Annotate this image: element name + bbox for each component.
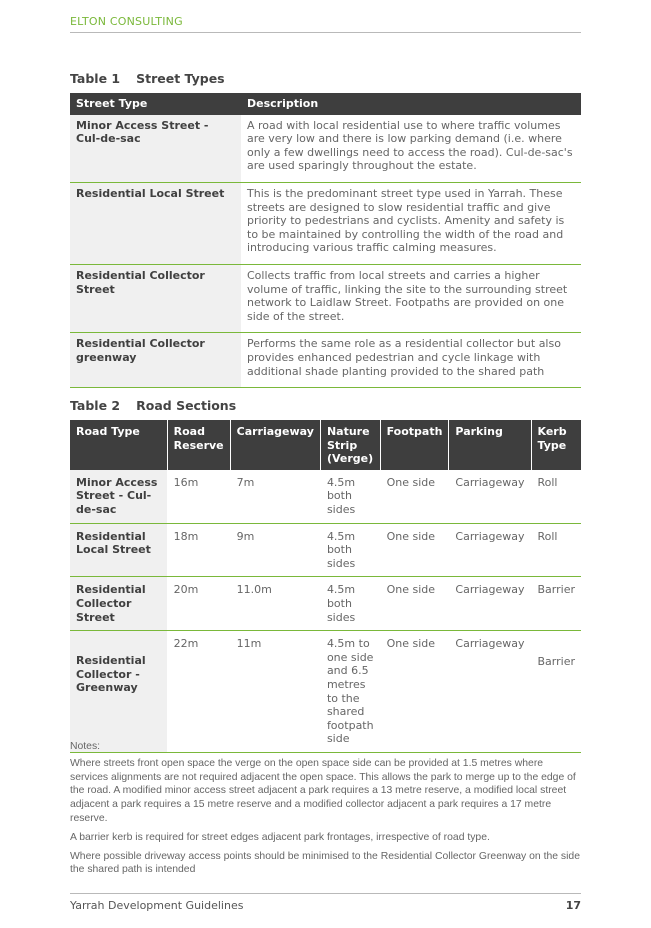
kerb-type-cell: Barrier [531, 631, 581, 753]
kerb-type-cell: Roll [531, 523, 581, 577]
column-header: Kerb Type [531, 420, 581, 470]
note-paragraph: Where possible driveway access points should be minimised to the Residential Collector Greenway on the side the shared path is intended [70, 850, 580, 876]
header-brand: ELTON CONSULTING [70, 15, 183, 28]
kerb-type-cell: Roll [531, 470, 581, 523]
table2-number: Table 2 [70, 398, 121, 413]
footer-document-title: Yarrah Development Guidelines [70, 899, 244, 912]
carriageway-cell: 9m [230, 523, 320, 577]
road-sections-table [70, 420, 581, 753]
verge-cell: 4.5m both sides [320, 577, 380, 631]
table-row [70, 470, 581, 523]
notes-section [70, 740, 581, 882]
footer-divider [70, 893, 581, 894]
carriageway-cell: 7m [230, 470, 320, 523]
street-type-cell: Residential Collector greenway [70, 333, 241, 388]
table1-caption [70, 71, 241, 86]
table-row [70, 577, 581, 631]
table-header-row [70, 420, 581, 470]
road-type-cell: Residential Local Street [70, 523, 167, 577]
notes-title: Notes: [70, 741, 101, 752]
column-header: Description [241, 93, 581, 115]
road-reserve-cell: 16m [167, 470, 230, 523]
description-cell: Performs the same role as a residential collector but also provides enhanced pedestrian and cycle linkage with additional shade planting provided to the shared path [241, 333, 581, 388]
column-header: Road Type [70, 420, 167, 470]
verge-cell: 4.5m both sides [320, 470, 380, 523]
road-reserve-cell: 20m [167, 577, 230, 631]
description-cell: A road with local residential use to where traffic volumes are very low and there is low parking demand (i.e. where only a few dwellings need to access the road). Cul-de-sac's are used sparingly throughout the estate. [241, 115, 581, 183]
road-reserve-cell: 18m [167, 523, 230, 577]
table-row [70, 115, 581, 183]
road-type-cell: Residential Collector Street [70, 577, 167, 631]
footpath-cell: One side [380, 631, 449, 753]
road-type-cell: Residential Collector - Greenway [70, 631, 167, 753]
street-types-table [70, 93, 581, 388]
street-type-cell: Residential Collector Street [70, 264, 241, 332]
carriageway-cell: 11m [230, 631, 320, 753]
table1-number: Table 1 [70, 71, 121, 86]
verge-cell: 4.5m both sides [320, 523, 380, 577]
kerb-type-cell: Barrier [531, 577, 581, 631]
table-row [70, 523, 581, 577]
table-header-row [70, 93, 581, 115]
header-divider [70, 32, 581, 33]
column-header: Carriageway [230, 420, 320, 470]
carriageway-cell: 11.0m [230, 577, 320, 631]
table1-title: Street Types [136, 71, 225, 86]
column-header: Nature Strip (Verge) [320, 420, 380, 470]
page-number: 17 [565, 899, 581, 912]
road-type-cell: Minor Access Street - Cul-de-sac [70, 470, 167, 523]
parking-cell: Carriageway [449, 631, 531, 753]
table-row [70, 182, 581, 264]
verge-cell: 4.5m to one side and 6.5 metres to the shared footpath side [320, 631, 380, 753]
footpath-cell: One side [380, 523, 449, 577]
table-row [70, 631, 581, 753]
table2-caption [70, 398, 252, 413]
footpath-cell: One side [380, 577, 449, 631]
parking-cell: Carriageway [449, 577, 531, 631]
street-type-cell: Minor Access Street - Cul-de-sac [70, 115, 241, 183]
column-header: Road Reserve [167, 420, 230, 470]
parking-cell: Carriageway [449, 470, 531, 523]
column-header: Street Type [70, 93, 241, 115]
note-paragraph: A barrier kerb is required for street edges adjacent park frontages, irrespective of road type. [70, 831, 490, 843]
description-cell: This is the predominant street type used in Yarrah. These streets are designed to slow residential traffic and give priority to pedestrians and cyclists. Amenity and safety is to be maintained by controlling the width of the road and introducing various traffic calming measures. [241, 182, 581, 264]
table2-title: Road Sections [136, 398, 237, 413]
parking-cell: Carriageway [449, 523, 531, 577]
table-row [70, 264, 581, 332]
column-header: Parking [449, 420, 531, 470]
description-cell: Collects traffic from local streets and carries a higher volume of traffic, linking the site to the surrounding street network to Laidlaw Street. Footpaths are provided on one side of the street. [241, 264, 581, 332]
column-header: Footpath [380, 420, 449, 470]
table-row [70, 333, 581, 388]
road-reserve-cell: 22m [167, 631, 230, 753]
note-paragraph: Where streets front open space the verge on the open space side can be provided at 1.5 metres where services alignments are not required adjacent the open space. This allows the park to merge up to the edge of the road. A modified minor access street adjacent a park requires a 13 metre reserve, a modified local street adjacent a park requires a 15 metre reserve and a modified collector adjacent a park requires a 17 metre reserve. [70, 757, 576, 824]
footpath-cell: One side [380, 470, 449, 523]
street-type-cell: Residential Local Street [70, 182, 241, 264]
